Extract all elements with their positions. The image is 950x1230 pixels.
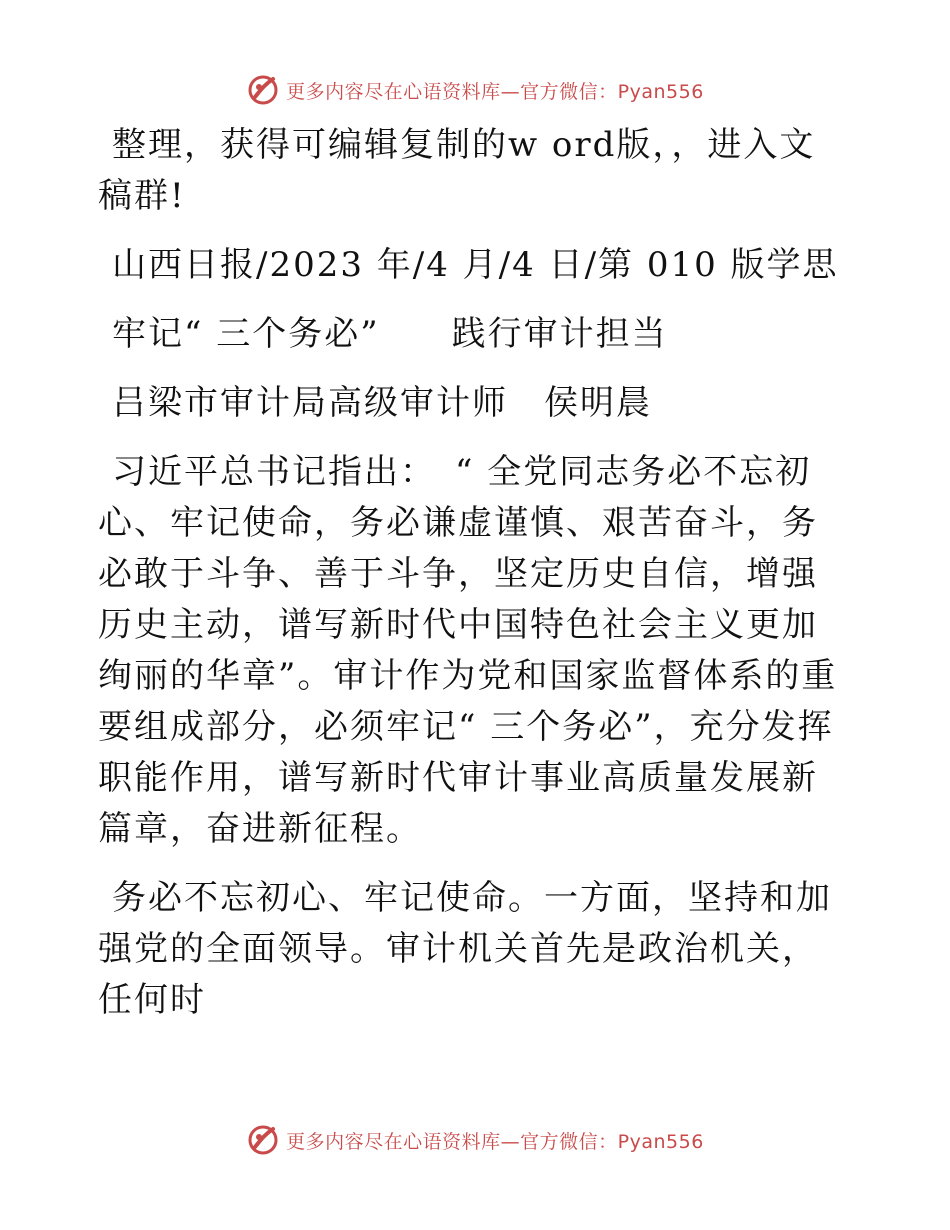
author-line: 吕梁市审计局高级审计师 侯明晨 [112, 383, 652, 423]
footer-watermark-banner [0, 1120, 950, 1160]
intro-note: 整理，获得可编辑复制的w ord版，，进入文稿群! [98, 125, 816, 216]
article-title: 牢记“ 三个务必” 践行审计担当 [112, 314, 668, 354]
brush-seal-icon [246, 73, 280, 107]
document-body [98, 120, 850, 1026]
source-line: 山西日报/2023 年/4 月/4 日/第 010 版学思 [112, 245, 839, 285]
body-paragraph: 习近平总书记指出： “ 全党同志务必不忘初心、牢记使命，务必谦虚谨慎、艰苦奋斗，务必敢于斗争、善于斗争，坚定历史自信，增强历史主动，谱写新时代中国特色社会主义更加绚丽的华章”。审计作为党和国家监督体系的重要组成部分，必须牢记“ 三个务必”，充分发挥职能作用，谱写新时代审计事业高质量发展新篇章，奋进新征程。 [98, 452, 838, 849]
banner-text: 更多内容尽在心语资料库—官方微信：Pyan556 [286, 80, 704, 103]
brush-seal-icon [246, 1123, 280, 1157]
header-watermark-banner [0, 70, 950, 110]
banner-text: 更多内容尽在心语资料库—官方微信：Pyan556 [286, 1130, 704, 1153]
body-paragraph: 务必不忘初心、牢记使命。一方面，坚持和加强党的全面领导。审计机关首先是政治机关，任何时 [98, 878, 832, 1020]
